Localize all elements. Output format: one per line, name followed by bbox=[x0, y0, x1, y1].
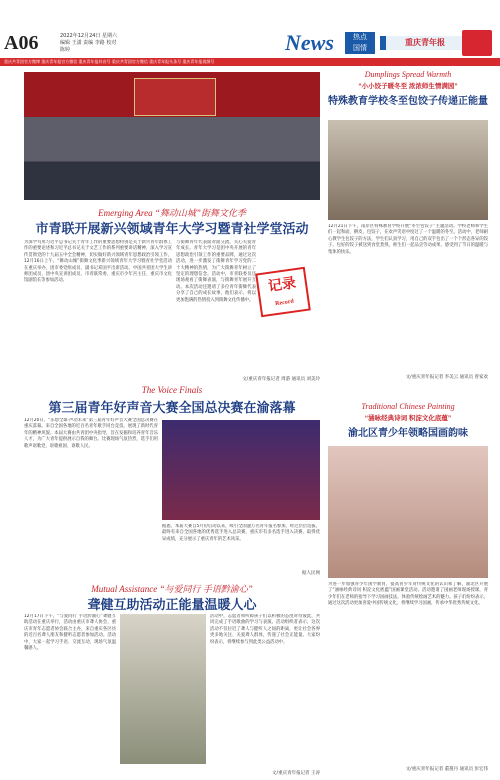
voice-article-body-right: 据悉，本届大赛自5月份启动以来，吸引全国逾万名青年报名参加，经过层层选拔，最终有来自全国各地的优秀选手进入总决赛。重庆市有多名选手进入决赛，取得优异成绩，充分展示了重庆青年的艺术风采。 bbox=[162, 524, 320, 542]
painting-article-tag: Traditional Chinese Painting bbox=[361, 402, 455, 411]
mutual-article-photo bbox=[120, 614, 206, 764]
stamp-subtext: Record bbox=[274, 298, 295, 308]
voice-article-photo bbox=[162, 420, 320, 520]
mutual-article-byline: 文/重庆青年报记者 王涛 bbox=[272, 771, 320, 776]
voice-article-body-left: 12月20日，“乐想全球·声动未来”第三届青年好声音大赛全国总决赛在重庆落幕。来自全国各地的近百名青年歌手同台竞技，展现了新时代青年的精神风貌。本届大赛由共青团中央指导，旨在发掘和培养青年音乐人才，为广大青年提供展示自我的舞台。比赛现场气氛热烈，选手们用歌声讴歌党、讴歌祖国、讴歌人民。 bbox=[24, 418, 158, 449]
editors-text: 编辑 王潇 责编 李路 校对 陈婷 bbox=[60, 40, 117, 53]
main-article-body-tail bbox=[176, 316, 320, 366]
dumplings-article-subtitle: “小小饺子暖冬至 浓浓师生情满园” bbox=[358, 83, 458, 90]
record-stamp bbox=[255, 267, 311, 318]
hot-sub-label: 国情 bbox=[353, 44, 367, 52]
main-article-byline: 文/重庆青年报记者 周游 通讯员 刘美玲 bbox=[242, 377, 320, 382]
mutual-article-title: 聋健互助活动正能量温暖人心 bbox=[87, 597, 257, 612]
stamp-text: 记录 bbox=[267, 276, 298, 295]
dumplings-article-body: 12月21日下午，南岸区特殊教育学校开展“冬至包饺子”主题活动。学校老师和学生们一起和面、擀皮、包饺子，在欢声笑语中度过了一个温暖的冬至。活动中，老师耐心教学生包饺子的方法，学生们认真学习，用自己的双手包出了一个个形态各异的饺子。包好的饺子被送到食堂煮熟，师生们一起品尝劳动成果，感受到了节日的温暖与集体的快乐。 bbox=[328, 224, 488, 255]
main-article-title: 市青联开展新兴领域青年大学习暨青社学堂活动 bbox=[35, 221, 309, 236]
dumplings-article-tag: Dumplings Spread Warmth bbox=[364, 70, 452, 79]
main-article-photo bbox=[24, 72, 320, 200]
painting-article-byline: 文/重庆青年报记者 董蔓丹 通讯员 彭宏伟 bbox=[405, 767, 488, 772]
hot-topic-box bbox=[345, 32, 375, 54]
main-article-tag: Emerging Area “舞动山城”街舞文化季 bbox=[98, 208, 246, 218]
painting-article-title: 渝北区青少年领略国画韵味 bbox=[348, 428, 468, 439]
mutual-article-body-left: 12月17日下午，“与爱同行 手语黔渝心”聋健互助活动在重庆举行，活动由重庆市聋人协会、重庆市青年志愿者协会联合主办，来自重庆各区县的近百名聋人朋友和健听志愿者参加活动。活动中，大家一起学习手语、交流互动，现场气氛温馨感人。 bbox=[24, 614, 116, 652]
painting-article-body: 为进一步加强青少年国学教育，提高青少年对传统文化的认识和了解，渝北区开展了“涵咏经典诗词 积淀文化底蕴”国画课堂活动。活动邀请了国画老师现场授课，青少年们在老师的指导下学习国画技法，体验传统绘画艺术的魅力。孩子们纷纷表示，通过这次活动更加喜爱中国传统文化，将继续学习国画，传承中华优秀传统文化。 bbox=[328, 582, 488, 607]
stage-screen bbox=[134, 78, 216, 116]
painting-article-photo bbox=[328, 446, 488, 578]
page-number: A06 bbox=[4, 32, 39, 54]
rule-text: 重庆共青团官方微博 重庆青年报官方微信 重庆青年报抖音号 重庆共青团官方微信 重庆青年报头条号 重庆青年报视频号 bbox=[4, 59, 215, 64]
page-header bbox=[0, 0, 500, 62]
main-article-body-left: 为深学笃用习近平总书记关于青年工作的重要思想特别是关于新兴青年群体工作的重要论述和习近平总书记关于文艺工作的系列重要讲话精神，深入学习宣传贯彻党的十九届五中全会精神，切实做好新兴领域青年思想政治引领工作，12月16日上午，“舞动山城”街舞文化季新兴领域青年大学习暨青社学堂活动在重庆举办，团市委党组成员、副书记邓国平出席活动。中国共青团大学生讲师团成员、团中央宣讲团成员、市青联常委、重庆市少年宫主任、重庆市文化馆副馆长等参加活动。 bbox=[24, 240, 172, 284]
voice-article-tag: The Voice Finals bbox=[141, 385, 203, 395]
painting-article-subtitle: “涵咏经典诗词 积淀文化底蕴” bbox=[364, 415, 452, 422]
mutual-article-body-right: 活动中，志愿者和听障孩子们以积极的态度对待彼此，共同完成了手语歌曲的学习与表演。活动组织者表示，这次活动不仅拉近了聋人与健听人之间的距离，更让社会各界更多地关注、关爱聋人群体，传递了社会正能量。大家纷纷表示，将继续参与到此类公益活动中。 bbox=[210, 614, 320, 645]
voice-article-title: 第三届青年好声音大赛全国总决赛在渝落幕 bbox=[48, 400, 296, 415]
date-text: 2022年12月24日 星期六 bbox=[60, 33, 118, 39]
voice-article-byline: 据人民网 bbox=[302, 571, 320, 576]
emblem-icon bbox=[462, 30, 492, 56]
issue-date bbox=[60, 33, 120, 54]
mutual-article-tag: Mutual Assistance “与爱同行 手语黔渝心” bbox=[91, 584, 253, 594]
dumplings-article-title: 特殊教育学校冬至包饺子传递正能量 bbox=[328, 96, 488, 107]
paper-logo: 重庆青年报 bbox=[380, 36, 464, 50]
dumplings-article-byline: 文/重庆青年报记者 李美云 通讯员 曾家欢 bbox=[405, 375, 488, 380]
dumplings-article-photo bbox=[328, 120, 488, 220]
main-article-body-right: 与街舞青年代表面对面交流，关心关爱青年成长。青年大学习是团中央开展的青年思想政治引领工作的重要品牌，通过这次活动，进一步激发了街舞青年学习党的二十大精神的热情，为广大街舞青年树立了坚定的理想信念。活动中，市青联委员还现场观看了街舞表演，与街舞青年展开互动。本次活动还邀请了多位青年街舞代表分享了自己的成长故事，他们表示，将以更加饱满的热情投入到街舞文化传播中。 bbox=[176, 240, 256, 303]
hot-label: 热点 bbox=[353, 33, 367, 41]
news-section-title: News bbox=[285, 30, 334, 55]
